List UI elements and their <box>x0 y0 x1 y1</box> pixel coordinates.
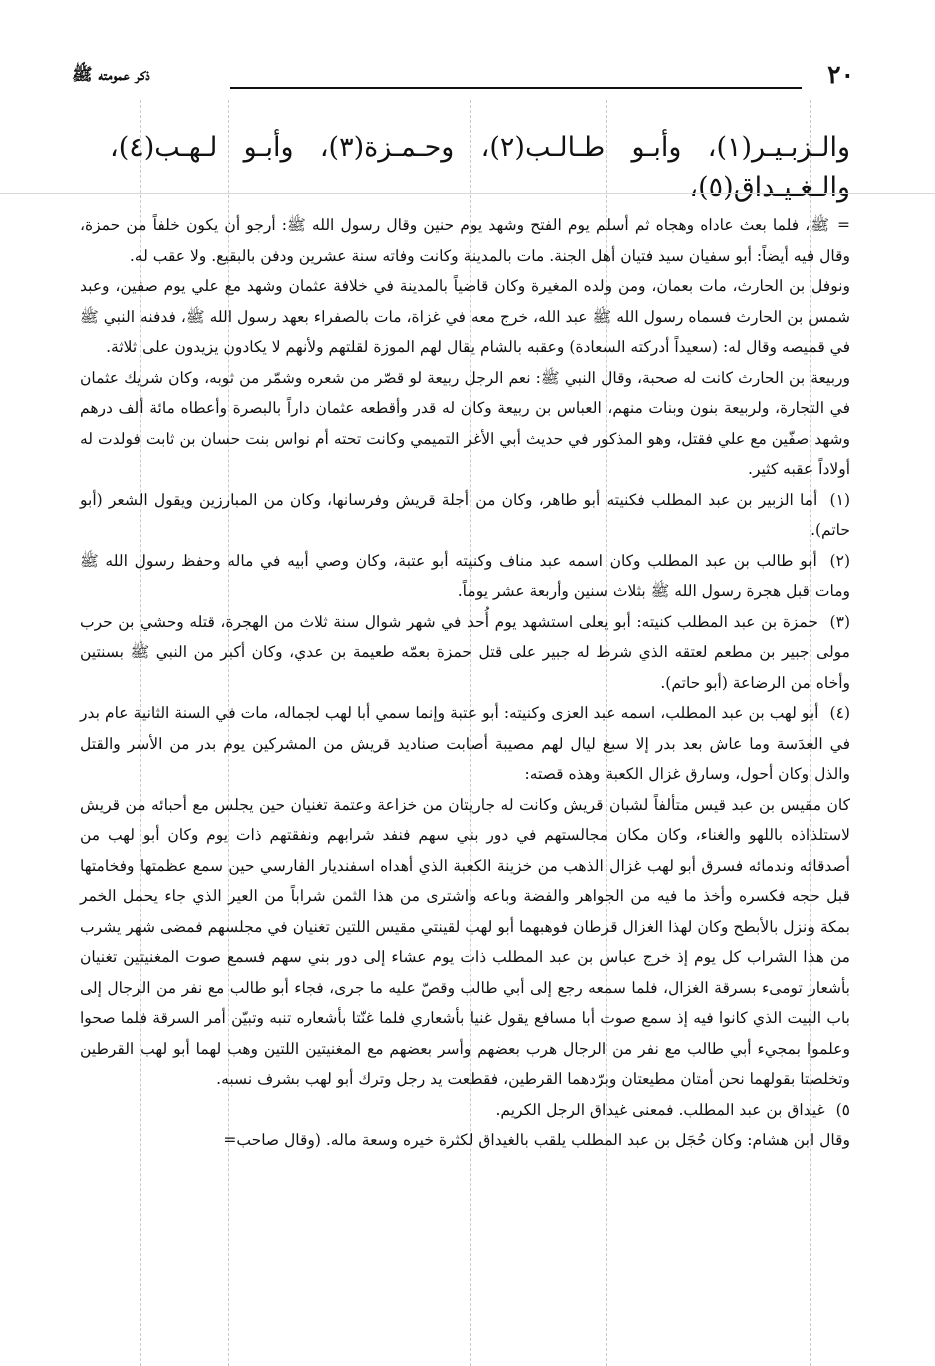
footnote-2 <box>80 546 850 607</box>
footnote-paragraph: ونوفل بن الحارث، مات بعمان، ومن ولده المغيرة وكان قاضياً بالمدينة في خلافة عثمان وشهد مع علي يوم صفين، وعبد شمس بن الحارث فسماه رسول الله ﷺ عبد الله، خرج معه في غزاة، مات بالصفراء بعهد رسول الله ﷺ، فدفنه النبي ﷺ في قميصه وقال له: (سعيداً أدركته السعادة) وعقبه بالشام يقال لهم الموزة لقلتهم ولأنهم لا يكادون يزيدون على ثلاثة. <box>80 277 850 356</box>
footnote-5 <box>80 1095 850 1126</box>
running-title: ذكر عمومته ﷺ <box>72 65 150 85</box>
footnote-text: حمزة بن عبد المطلب كنيته: أبو يعلى استشهد يوم أُحد في شهر شوال سنة ثلاث من الهجرة، قتله وحشي بن حرب مولى جبير بن مطعم لعتقه الذي شرط له جبير على قتل حمزة بعمّه طعيمة بن عدي، وكان أكبر من النبي ﷺ بسنتين وأخاه من الرضاعة (أبو حاتم). <box>80 612 850 692</box>
footnote-number: (١) <box>829 490 850 509</box>
footnotes <box>80 210 850 1156</box>
page-header <box>72 60 862 94</box>
footnote-4 <box>80 698 850 790</box>
footnote-separator <box>0 193 935 194</box>
footnote-3 <box>80 607 850 699</box>
footnote-number: (٣) <box>829 612 850 631</box>
footnote-continuation <box>80 210 850 271</box>
footnote-continuation-text: ﷺ، فلما بعث عاداه وهجاه ثم أسلم يوم الفتح وشهد يوم حنين وقال رسول الله ﷺ: أرجو أن يكون خلفاً من حمزة، وقال فيه أيضاً: أبو سفيان سيد فتيان أهل الجنة. مات بالمدينة وكانت وفاته سنة عشرين ودفن بالبقيع. ولا عقب له. <box>80 216 850 265</box>
header-rule <box>230 87 802 89</box>
footnote-number: (٤) <box>829 704 850 722</box>
footnote-4-story: كان مقيس بن عبد قيس متألفاً لشبان قريش وكانت له جاريتان من خزاعة وعتمة تغنيان حين يجلس مع أحبائه من قريش لاستلذاذه باللهو والغناء، وكان مكان مجالستهم في دور بني سهم فنفد شرابهم ونفقتهم ذات يوم وكان أبو لهب من أصدقائه وندمائه فسرق أبو لهب غزال الذهب من خزينة الكعبة الذي أهداه اسفنديار الفارسي حين سمع عظمتها وفخامتها قبل حجه فكسره وأخذ ما فيه من الجواهر والفضة وباعه واشترى من هذا الثمن شراباً من العير الذي جاء يحمل الخمر بمكة ونزل بالأبطح وكان لهذا الغزال قرطان فوهبهما أبو لهب لقينتي مقيس اللتين تغنيان في مجلسهم فمضى شهر يشرب من هذا الشراب كل يوم إذ خرج عباس بن عبد المطلب ذات يوم عشاء إلى دور بني سهم فسمع صوت المغنيتين تغنيان بأشعار تومىء بسرقة الغزال، فلما سمعه رجع إلى أبي طالب وقصّ عليه ما جرى، فجاء أبو طالب مع نفر من الرجال إلى باب البيت الذي كانوا فيه إذ سمع صوت أبا مسافع يقول غنيا بأشعاري فلما غنّتا بأشعاره تنبه وتبيّن أمر السرقة فلما صحوا وعلموا بمجيء أبي طالب مع نفر من الرجال هرب بعضهم وأسر بعضهم مع المغنيتين اللتين وهب لهما أبو لهب القرطين وتخلصتا بقولهما نحن أمتان مطيعتان وبرّدهما القرطين، فقطعت يد رجل وترك أبو لهب بشرف نسبه. <box>80 795 850 1088</box>
footnote-text: أبو طالب بن عبد المطلب وكان اسمه عبد مناف وكنيته أبو عتبة، وكان وصي أبيه في ماله وحفظ رسول الله ﷺ ومات قبل هجرة رسول الله ﷺ بثلاث سنين وأربعة عشر يوماً. <box>80 551 850 600</box>
footnote-5-continuation: وقال ابن هشام: وكان حُجَل بن عبد المطلب يلقب بالغيداق لكثرة خيره وسعة ماله. (وقال صاحب= <box>223 1131 850 1149</box>
footnote-number: ٥) <box>835 1100 850 1119</box>
footnote-text: أبو لهب بن عبد المطلب، اسمه عبد العزى وكنيته: أبو عتبة وإنما سمي أبا لهب لجماله، مات في السنة الثانية عام بدر في العدَسة وما عاش بعد بدر إلا سبع ليال لهم مصيبة أصابت صناديد قريش من المشركين يوم بدر من الأسر والقتل والذل وكان أحول، وسارق غزال الكعبة وهذه قصته: <box>80 704 850 783</box>
page-number: ٢٠ <box>827 60 854 89</box>
footnote-paragraph: وربيعة بن الحارث كانت له صحبة، وقال النبي ﷺ: نعم الرجل ربيعة لو قصّر من شعره وشمّر من ثوبه، وكان شريك عثمان في التجارة، ولربيعة بنون وبنات منهم، العباس بن ربيعة وكان له قدر وأقطعه عثمان داراً بالبصرة وأعطاه مائة ألف درهم وشهد صفّين مع علي فقتل، وهو المذكور في حديث أبي الأغر التميمي وكانت تحته أم نواس بنت حسان بن ثابت فولدت له أولاداً عقبه كثير. <box>80 368 851 478</box>
footnote-number: (٢) <box>829 551 850 570</box>
footnote-1 <box>80 485 850 546</box>
footnote-text: غيداق بن عبد المطلب. فمعنى غيداق الرجل الكريم. <box>495 1100 825 1119</box>
footnote-text: أما الزبير بن عبد المطلب فكنيته أبو طاهر، وكان من أجلة قريش وفرسانها، وكان من المبارزين ويقول الشعر (أبو حاتم). <box>80 490 850 539</box>
continuation-mark: = <box>837 216 850 234</box>
main-text-line: والـزبـيـر(١)، وأبـو طـالـب(٢)، وحـمـزة(٣)، وأبـو لـهـب(٤)، والـغـيـداق(٥)، <box>110 132 850 203</box>
